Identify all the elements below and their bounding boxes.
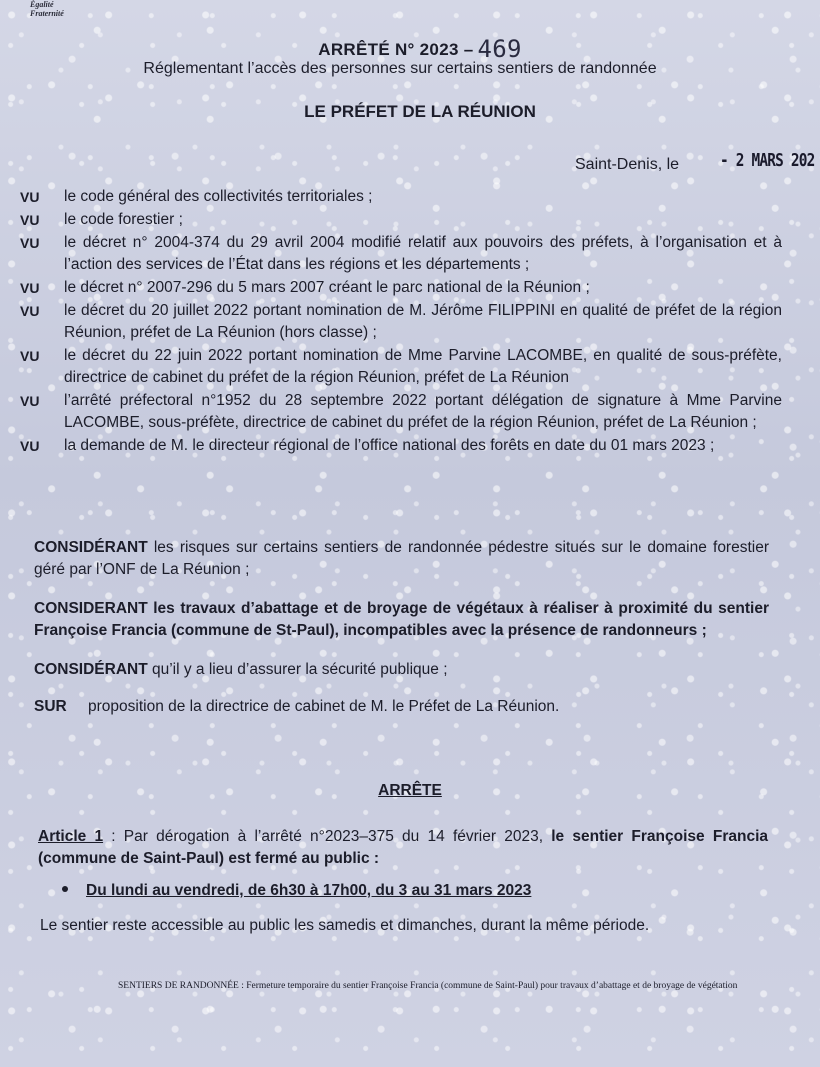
- vu-keyword: VU: [20, 189, 40, 205]
- bullet-icon: [62, 886, 68, 892]
- considerant-keyword: CONSIDERANT: [34, 600, 148, 617]
- considerant-keyword: CONSIDÉRANT: [34, 539, 148, 556]
- document-title: [0, 33, 820, 61]
- vu-keyword: VU: [20, 438, 40, 454]
- footer-text: : Fermeture temporaire du sentier Françoise Francia (commune de Saint-Paul) pour travaux d’abattage et de broyage de végétation: [238, 981, 738, 991]
- considerants-section: [34, 537, 769, 718]
- vu-item: [20, 186, 782, 208]
- considerant-paragraph: [34, 537, 769, 581]
- logo-line-1: Égalité: [30, 0, 54, 9]
- article-text-bold: le sentier Françoise Francia (commune de Saint-Paul) est fermé au public :: [38, 828, 768, 867]
- sur-keyword: SUR: [34, 698, 67, 715]
- vu-item: [20, 277, 782, 299]
- article-1: [38, 826, 768, 870]
- vu-keyword: VU: [20, 280, 40, 296]
- closure-period: [62, 882, 531, 900]
- vu-text: l’arrêté préfectoral n°1952 du 28 septembre 2022 portant délégation de signature à Mme Parvine LACOMBE, sous-préfète, directrice de cabinet du préfet de la région Réunion, préfet de La Réunion ;: [64, 392, 782, 431]
- considerant-text: les travaux d’abattage et de broyage de végétaux à réaliser à proximité du sentier Françoise Francia (commune de St-Paul), incompatibles avec la présence de randonneurs ;: [34, 600, 769, 639]
- considerant-paragraph: [34, 659, 769, 681]
- vu-text: le décret n° 2007-296 du 5 mars 2007 créant le parc national de la Réunion ;: [64, 279, 590, 296]
- accessible-note: Le sentier reste accessible au public les samedis et dimanches, durant la même période.: [40, 917, 650, 934]
- vu-list: [20, 186, 782, 458]
- vu-keyword: VU: [20, 393, 40, 409]
- considerant-keyword: CONSIDÉRANT: [34, 661, 148, 678]
- considerant-text: qu’il y a lieu d’assurer la sécurité publique ;: [147, 661, 448, 678]
- arrete-heading: ARRÊTE: [378, 782, 442, 799]
- prefet-heading: LE PRÉFET DE LA RÉUNION: [304, 102, 536, 121]
- vu-text: le décret du 20 juillet 2022 portant nomination de M. Jérôme FILIPPINI en qualité de préfet de la région Réunion, préfet de La Réunion (hors classe) ;: [64, 302, 782, 341]
- vu-keyword: VU: [20, 348, 40, 364]
- vu-item: [20, 435, 782, 457]
- vu-item: [20, 345, 782, 389]
- article-text: : Par dérogation à l’arrêté n°2023–375 du 14 février 2023,: [103, 828, 552, 845]
- vu-keyword: VU: [20, 235, 40, 251]
- considerant-text: les risques sur certains sentiers de randonnée pédestre situés sur le domaine forestier géré par l’ONF de La Réunion ;: [34, 539, 769, 578]
- footer-keyword: SENTIERS DE RANDONNÉE: [118, 981, 239, 991]
- vu-keyword: VU: [20, 303, 40, 319]
- place-date: Saint-Denis, le: [575, 156, 680, 173]
- vu-text: le code forestier ;: [64, 211, 183, 228]
- logo-line-2: Fraternité: [30, 9, 64, 18]
- vu-text: la demande de M. le directeur régional de l’office national des forêts en date du 01 mars 2023 ;: [64, 437, 715, 454]
- sur-paragraph: [34, 696, 769, 718]
- document-subtitle: Réglementant l’accès des personnes sur certains sentiers de randonnée: [143, 60, 657, 77]
- vu-item: [20, 390, 782, 434]
- vu-item: [20, 232, 782, 276]
- article-label: Article 1: [38, 828, 104, 845]
- date-stamp: - 2 MARS 202: [720, 150, 815, 171]
- republic-logo: [30, 0, 70, 22]
- handwritten-number: 469: [477, 35, 522, 63]
- vu-keyword: VU: [20, 212, 40, 228]
- considerant-paragraph: [34, 598, 769, 642]
- page-footer: [118, 980, 758, 992]
- sur-text: proposition de la directrice de cabinet de M. le Préfet de La Réunion.: [88, 698, 560, 715]
- vu-text: le code général des collectivités territoriales ;: [64, 188, 373, 205]
- title-prefix: ARRÊTÉ N° 2023 –: [318, 40, 474, 59]
- vu-text: le décret n° 2004-374 du 29 avril 2004 modifié relatif aux pouvoirs des préfets, à l’organisation et à l’action des services de l’État dans les régions et les départements ;: [64, 234, 782, 273]
- vu-text: le décret du 22 juin 2022 portant nomination de Mme Parvine LACOMBE, en qualité de sous-préfète, directrice de cabinet du préfet de la région Réunion, préfet de La Réunion: [64, 347, 782, 386]
- closure-period-text: Du lundi au vendredi, de 6h30 à 17h00, du 3 au 31 mars 2023: [86, 882, 532, 899]
- vu-item: [20, 209, 782, 231]
- vu-item: [20, 300, 782, 344]
